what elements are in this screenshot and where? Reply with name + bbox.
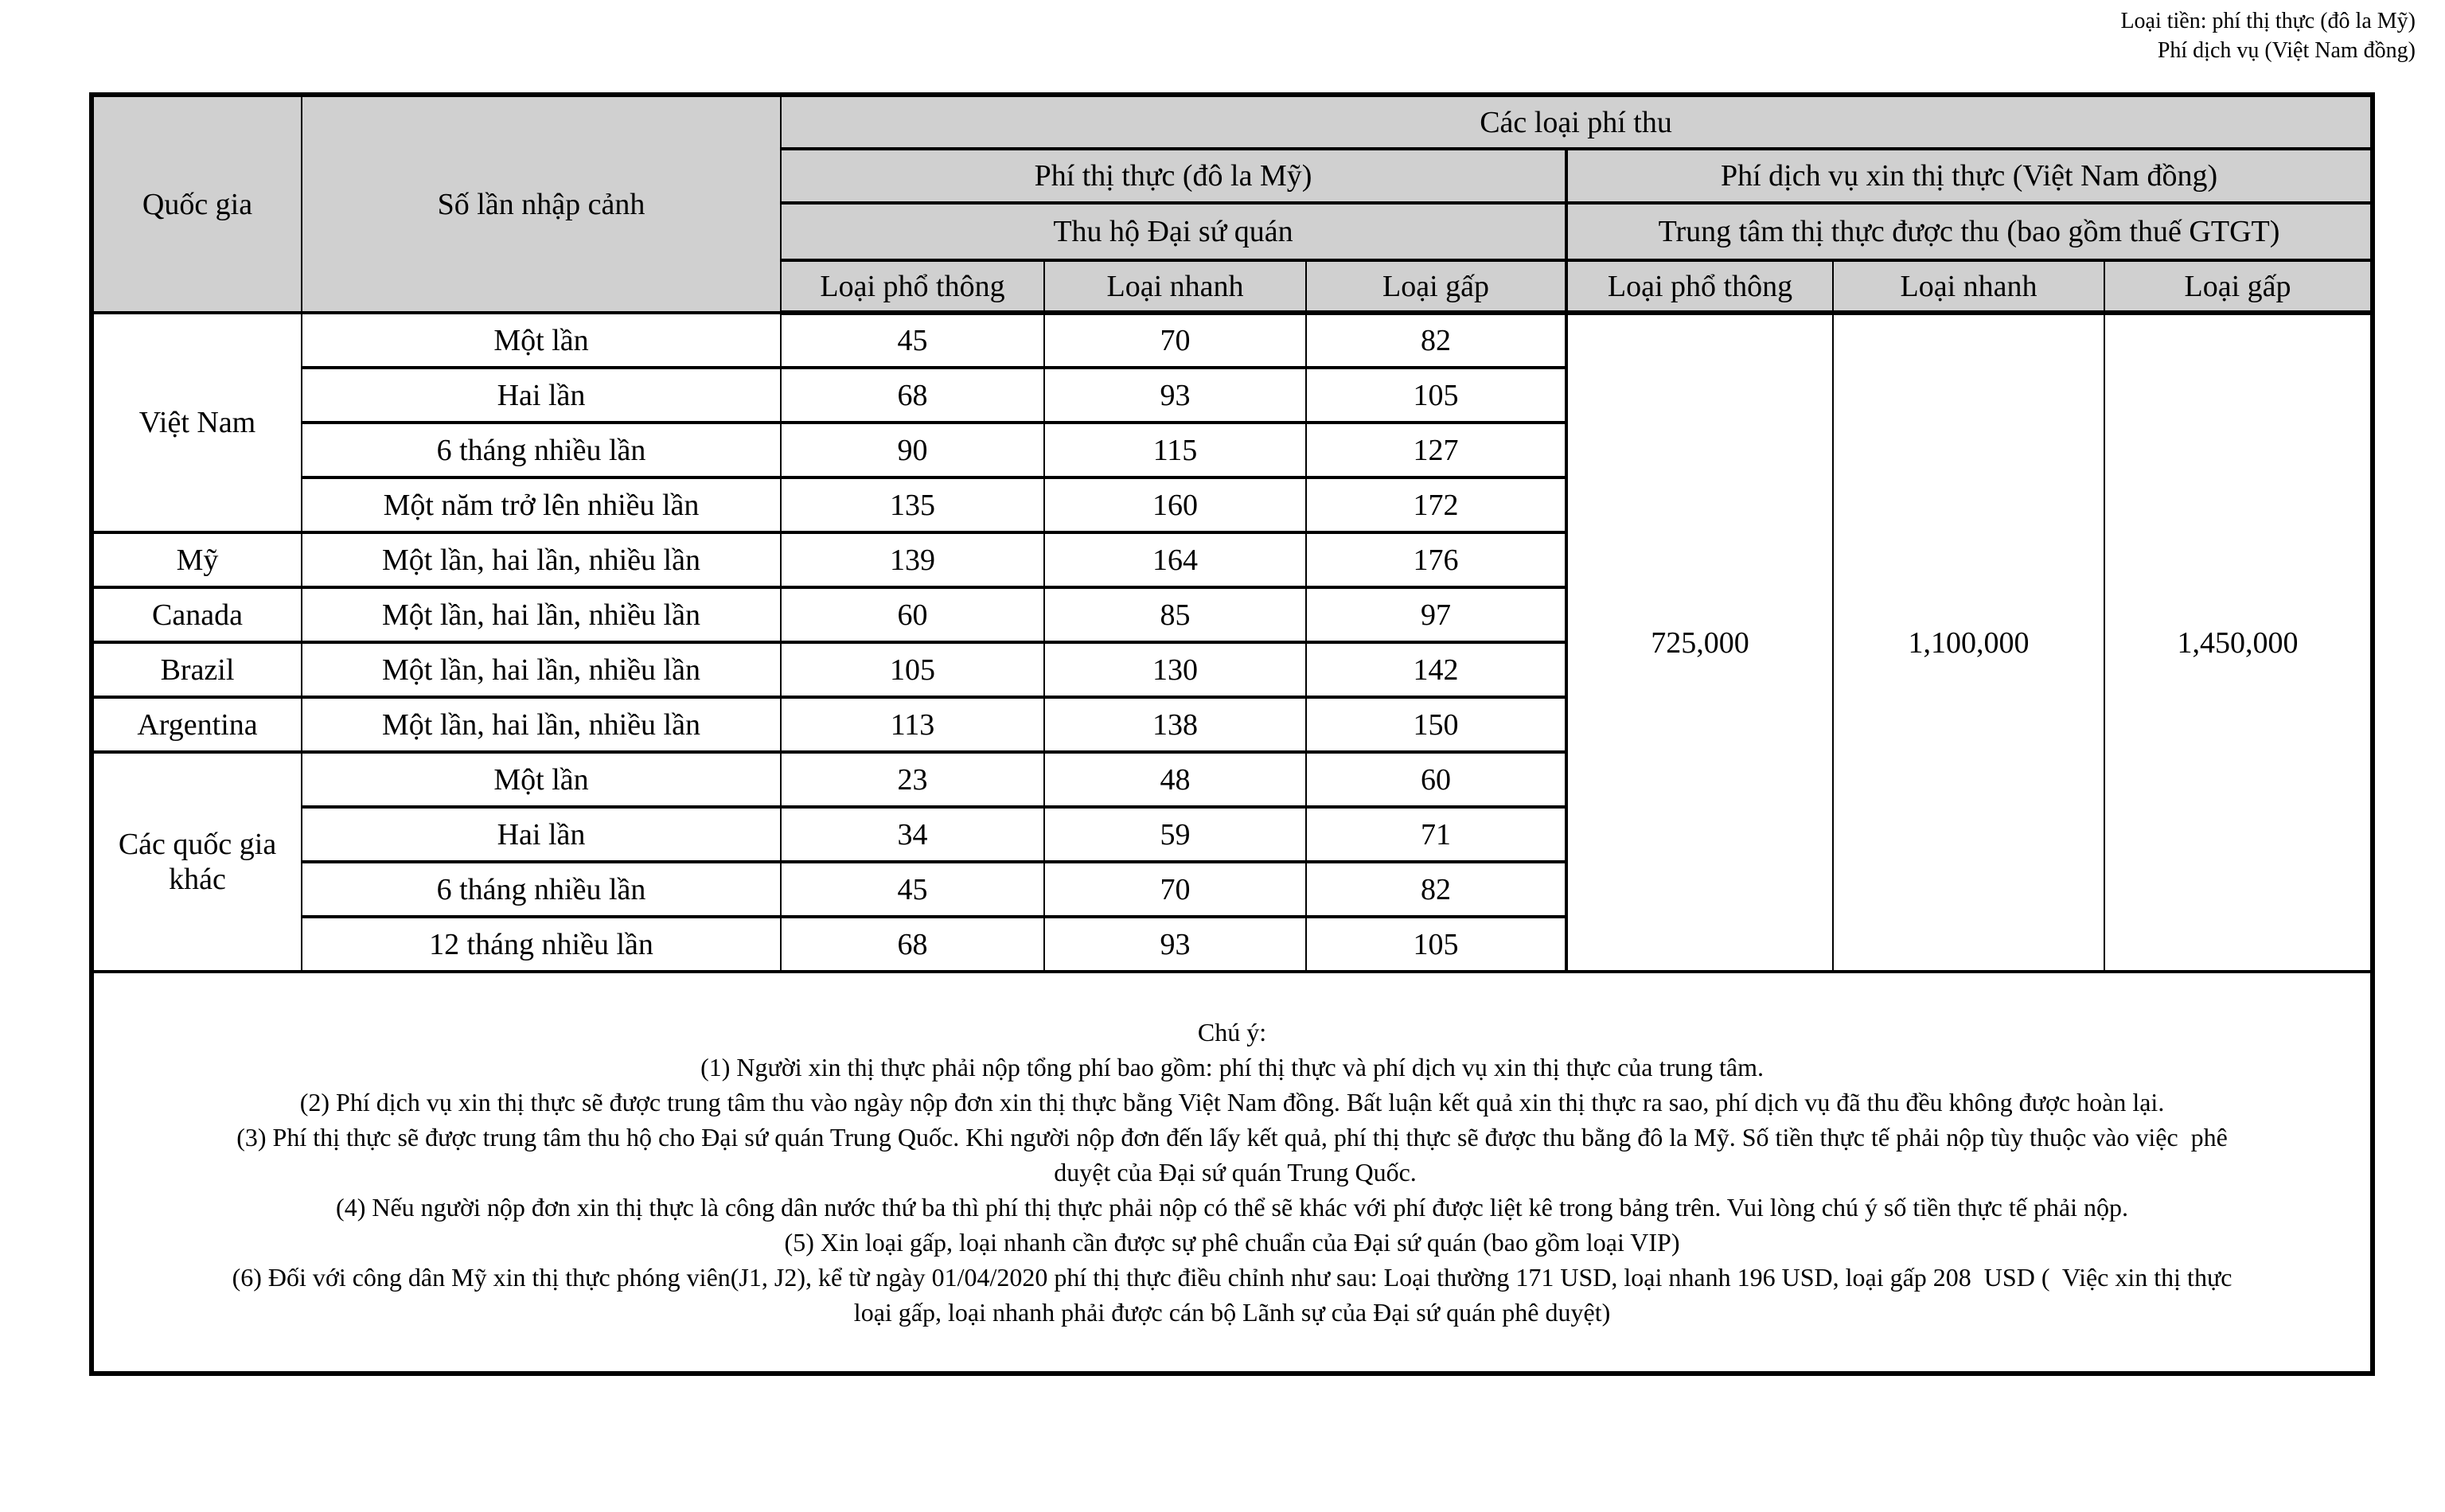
header-visa-type-express: Loại nhanh bbox=[1044, 260, 1306, 313]
entry-cell: Một lần, hai lần, nhiều lần bbox=[302, 532, 781, 587]
fee-cell: 142 bbox=[1306, 642, 1566, 697]
fee-cell: 160 bbox=[1044, 477, 1306, 532]
fee-cell: 172 bbox=[1306, 477, 1566, 532]
note-line-3: (3) Phí thị thực sẽ được trung tâm thu hộ cho Đại sứ quán Trung Quốc. Khi người nộp đơn đến lấy kết quả, phí thị thực sẽ được thu bằng đô la Mỹ. Số tiền thực tế phải nộp tùy thuộc vào việc phê bbox=[236, 1123, 2228, 1152]
fee-cell: 115 bbox=[1044, 423, 1306, 477]
entry-cell: Một lần, hai lần, nhiều lần bbox=[302, 697, 781, 752]
fee-cell: 113 bbox=[781, 697, 1044, 752]
header-service-type-urgent: Loại gấp bbox=[2104, 260, 2373, 313]
note-line-6: (6) Đối với công dân Mỹ xin thị thực phóng viên(J1, J2), kể từ ngày 01/04/2020 phí thị thực điều chỉnh như sau: Loại thường 171 USD, loại nhanh 196 USD, loại gấp 208 USD ( Việc xin thị thực bbox=[232, 1263, 2232, 1292]
entry-cell: Một lần, hai lần, nhiều lần bbox=[302, 642, 781, 697]
currency-note-service-fee: Phí dịch vụ (Việt Nam đồng) bbox=[2157, 38, 2416, 63]
fee-cell: 23 bbox=[781, 752, 1044, 807]
country-brazil: Brazil bbox=[92, 642, 302, 697]
fee-cell: 105 bbox=[1306, 917, 1566, 972]
fee-cell: 70 bbox=[1044, 313, 1306, 368]
country-others: Các quốc gia khác bbox=[92, 752, 302, 972]
visa-fee-table bbox=[89, 92, 2375, 1376]
fee-cell: 45 bbox=[781, 862, 1044, 917]
fee-cell: 60 bbox=[781, 587, 1044, 642]
fee-cell: 105 bbox=[1306, 368, 1566, 423]
fee-cell: 90 bbox=[781, 423, 1044, 477]
note-line-1: (1) Người xin thị thực phải nộp tổng phí bao gồm: phí thị thực và phí dịch vụ xin thị thực của trung tâm. bbox=[700, 1053, 1764, 1081]
header-entries: Số lần nhập cảnh bbox=[302, 95, 781, 313]
entry-cell: 6 tháng nhiều lần bbox=[302, 862, 781, 917]
header-visa-type-regular: Loại phổ thông bbox=[781, 260, 1044, 313]
fee-cell: 138 bbox=[1044, 697, 1306, 752]
fee-cell: 164 bbox=[1044, 532, 1306, 587]
fee-cell: 48 bbox=[1044, 752, 1306, 807]
country-vietnam: Việt Nam bbox=[92, 313, 302, 532]
fee-cell: 93 bbox=[1044, 368, 1306, 423]
entry-cell: Một lần bbox=[302, 313, 781, 368]
note-line-2: (2) Phí dịch vụ xin thị thực sẽ được trung tâm thu vào ngày nộp đơn xin thị thực bằng Việt Nam đồng. Bất luận kết quả xin thị thực ra sao, phí dịch vụ đã thu đều không được hoàn lại. bbox=[299, 1088, 2165, 1116]
fee-cell: 127 bbox=[1306, 423, 1566, 477]
header-visa-fee-collector: Thu hộ Đại sứ quán bbox=[781, 203, 1566, 260]
entry-cell: Một lần, hai lần, nhiều lần bbox=[302, 587, 781, 642]
fee-cell: 71 bbox=[1306, 807, 1566, 862]
fee-cell: 59 bbox=[1044, 807, 1306, 862]
note-line-6-continued: loại gấp, loại nhanh phải được cán bộ Lãnh sự của Đại sứ quán phê duyệt) bbox=[853, 1298, 1611, 1327]
fee-cell: 68 bbox=[781, 917, 1044, 972]
fee-cell: 130 bbox=[1044, 642, 1306, 697]
header-service-fee-collector: Trung tâm thị thực được thu (bao gồm thuế GTGT) bbox=[1566, 203, 2373, 260]
fee-cell: 68 bbox=[781, 368, 1044, 423]
entry-cell: 12 tháng nhiều lần bbox=[302, 917, 781, 972]
entry-cell: Hai lần bbox=[302, 368, 781, 423]
fee-cell: 82 bbox=[1306, 862, 1566, 917]
fee-cell: 82 bbox=[1306, 313, 1566, 368]
entry-cell: Một lần bbox=[302, 752, 781, 807]
entry-cell: Hai lần bbox=[302, 807, 781, 862]
header-fees-group: Các loại phí thu bbox=[781, 95, 2373, 149]
fee-cell: 34 bbox=[781, 807, 1044, 862]
currency-note bbox=[2120, 6, 2416, 65]
fee-cell: 135 bbox=[781, 477, 1044, 532]
service-fee-regular: 725,000 bbox=[1566, 313, 1833, 972]
header-visa-fee-group: Phí thị thực (đô la Mỹ) bbox=[781, 149, 1566, 203]
fee-cell: 45 bbox=[781, 313, 1044, 368]
entry-cell: 6 tháng nhiều lần bbox=[302, 423, 781, 477]
notes-section bbox=[92, 972, 2373, 1374]
note-line-3-continued: duyệt của Đại sứ quán Trung Quốc. bbox=[1047, 1158, 1417, 1187]
country-canada: Canada bbox=[92, 587, 302, 642]
header-country: Quốc gia bbox=[92, 95, 302, 313]
service-fee-express: 1,100,000 bbox=[1833, 313, 2104, 972]
fee-cell: 93 bbox=[1044, 917, 1306, 972]
country-usa: Mỹ bbox=[92, 532, 302, 587]
header-service-type-regular: Loại phổ thông bbox=[1566, 260, 1833, 313]
header-service-fee-group: Phí dịch vụ xin thị thực (Việt Nam đồng) bbox=[1566, 149, 2373, 203]
country-argentina: Argentina bbox=[92, 697, 302, 752]
fee-cell: 70 bbox=[1044, 862, 1306, 917]
currency-note-visa-fee: Loại tiền: phí thị thực (đô la Mỹ) bbox=[2120, 9, 2416, 33]
note-line-5: (5) Xin loại gấp, loại nhanh cần được sự phê chuẩn của Đại sứ quán (bao gồm loại VIP) bbox=[784, 1228, 1680, 1257]
table-row bbox=[92, 313, 2373, 368]
fee-cell: 176 bbox=[1306, 532, 1566, 587]
fee-cell: 139 bbox=[781, 532, 1044, 587]
service-fee-urgent: 1,450,000 bbox=[2104, 313, 2373, 972]
fee-cell: 97 bbox=[1306, 587, 1566, 642]
note-line-4: (4) Nếu người nộp đơn xin thị thực là công dân nước thứ ba thì phí thị thực phải nộp có thể sẽ khác với phí được liệt kê trong bảng trên. Vui lòng chú ý số tiền thực tế phải nộp. bbox=[336, 1193, 2129, 1222]
fee-cell: 105 bbox=[781, 642, 1044, 697]
entry-cell: Một năm trở lên nhiều lần bbox=[302, 477, 781, 532]
header-service-type-express: Loại nhanh bbox=[1833, 260, 2104, 313]
fee-cell: 60 bbox=[1306, 752, 1566, 807]
fee-cell: 85 bbox=[1044, 587, 1306, 642]
notes-title: Chú ý: bbox=[1197, 1018, 1267, 1046]
header-visa-type-urgent: Loại gấp bbox=[1306, 260, 1566, 313]
fee-cell: 150 bbox=[1306, 697, 1566, 752]
